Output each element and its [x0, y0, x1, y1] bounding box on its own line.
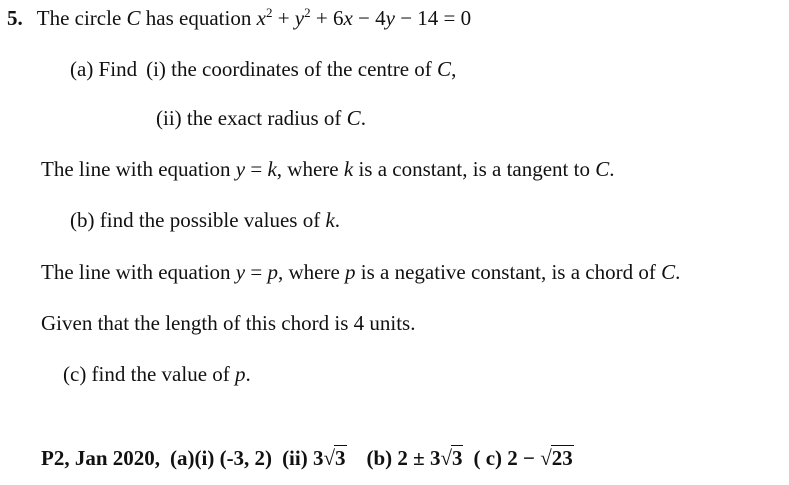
- part-c-p: p: [235, 362, 246, 386]
- sqrt-sign: √: [540, 446, 552, 470]
- part-c: [63, 361, 251, 387]
- statement-prefix: The circle: [36, 6, 127, 30]
- answers-source: P2, Jan 2020,: [41, 446, 161, 470]
- tangent-prefix: The line with equation: [41, 157, 236, 181]
- question-statement: [7, 5, 471, 31]
- part-a-ii-end: .: [360, 106, 366, 130]
- chord-eq: =: [245, 260, 268, 284]
- chord-statement: [41, 259, 680, 285]
- answer-a-ii-sqrt: [323, 445, 346, 471]
- answer-b: (b) 2 ± 3: [366, 446, 441, 470]
- part-b-k: k: [325, 208, 335, 232]
- tangent-eq: =: [245, 157, 268, 181]
- answer-b-radicand: 3: [451, 446, 463, 470]
- part-b-text: (b) find the possible values of: [70, 208, 326, 232]
- answer-b-sqrt: [440, 445, 463, 471]
- sqrt-sign: √: [440, 446, 452, 470]
- chord-y: y: [235, 260, 246, 284]
- eq-y-exponent: 2: [304, 5, 311, 20]
- part-b: [70, 207, 340, 233]
- eq-rest: − 14 = 0: [394, 6, 472, 30]
- answer-a-ii: (ii) 3: [282, 446, 324, 470]
- part-a-i-symbol: C: [437, 57, 452, 81]
- eq-plus-1: +: [272, 6, 295, 30]
- part-c-end: .: [245, 362, 251, 386]
- statement-middle: has equation: [140, 6, 257, 30]
- chord-prefix: The line with equation: [41, 260, 236, 284]
- answer-c: ( c) 2 −: [473, 446, 541, 470]
- eq-x-linear: x: [343, 6, 353, 30]
- part-a-ii-text: (ii) the exact radius of: [156, 106, 347, 130]
- answer-a-i: (a)(i) (-3, 2): [170, 446, 273, 470]
- eq-x-exponent: 2: [265, 5, 273, 20]
- chord-end: .: [675, 260, 681, 284]
- tangent-suffix: is a constant, is a tangent to: [353, 157, 596, 181]
- circle-symbol: C: [126, 6, 141, 30]
- tangent-c: C: [595, 157, 610, 181]
- answer-c-sqrt: [540, 445, 574, 471]
- part-a-i-text: (i) the coordinates of the centre of: [146, 57, 438, 81]
- part-a-i-end: ,: [451, 57, 457, 81]
- eq-y-linear: y: [385, 6, 395, 30]
- tangent-statement: [41, 156, 615, 182]
- chord-p: p: [267, 260, 278, 284]
- sqrt-sign: √: [323, 446, 335, 470]
- tangent-end: .: [609, 157, 615, 181]
- chord-suffix: is a negative constant, is a chord of: [355, 260, 662, 284]
- eq-plus-2: + 6: [310, 6, 344, 30]
- tangent-y: y: [235, 157, 246, 181]
- answers-line: [41, 445, 574, 471]
- tangent-k: k: [267, 157, 277, 181]
- part-b-end: .: [334, 208, 341, 232]
- part-a-ii: [156, 105, 366, 131]
- eq-minus-1: − 4: [352, 6, 386, 30]
- chord-c: C: [661, 260, 676, 284]
- part-a-i: [70, 56, 456, 82]
- tangent-k-2: k: [343, 157, 354, 181]
- given-text: Given that the length of this chord is 4 units.: [41, 311, 416, 335]
- question-number: 5.: [7, 6, 23, 30]
- eq-x: x: [256, 6, 266, 30]
- chord-p-2: p: [345, 260, 356, 284]
- tangent-middle: , where: [276, 157, 344, 181]
- part-a-ii-symbol: C: [346, 106, 361, 130]
- part-a-label: (a) Find: [70, 57, 138, 81]
- answer-a-ii-radicand: 3: [335, 446, 346, 470]
- eq-y: y: [294, 6, 305, 30]
- chord-middle: , where: [277, 260, 346, 284]
- part-c-text: (c) find the value of: [63, 362, 236, 386]
- given-statement: [41, 310, 415, 336]
- answer-c-radicand: 23: [551, 446, 573, 470]
